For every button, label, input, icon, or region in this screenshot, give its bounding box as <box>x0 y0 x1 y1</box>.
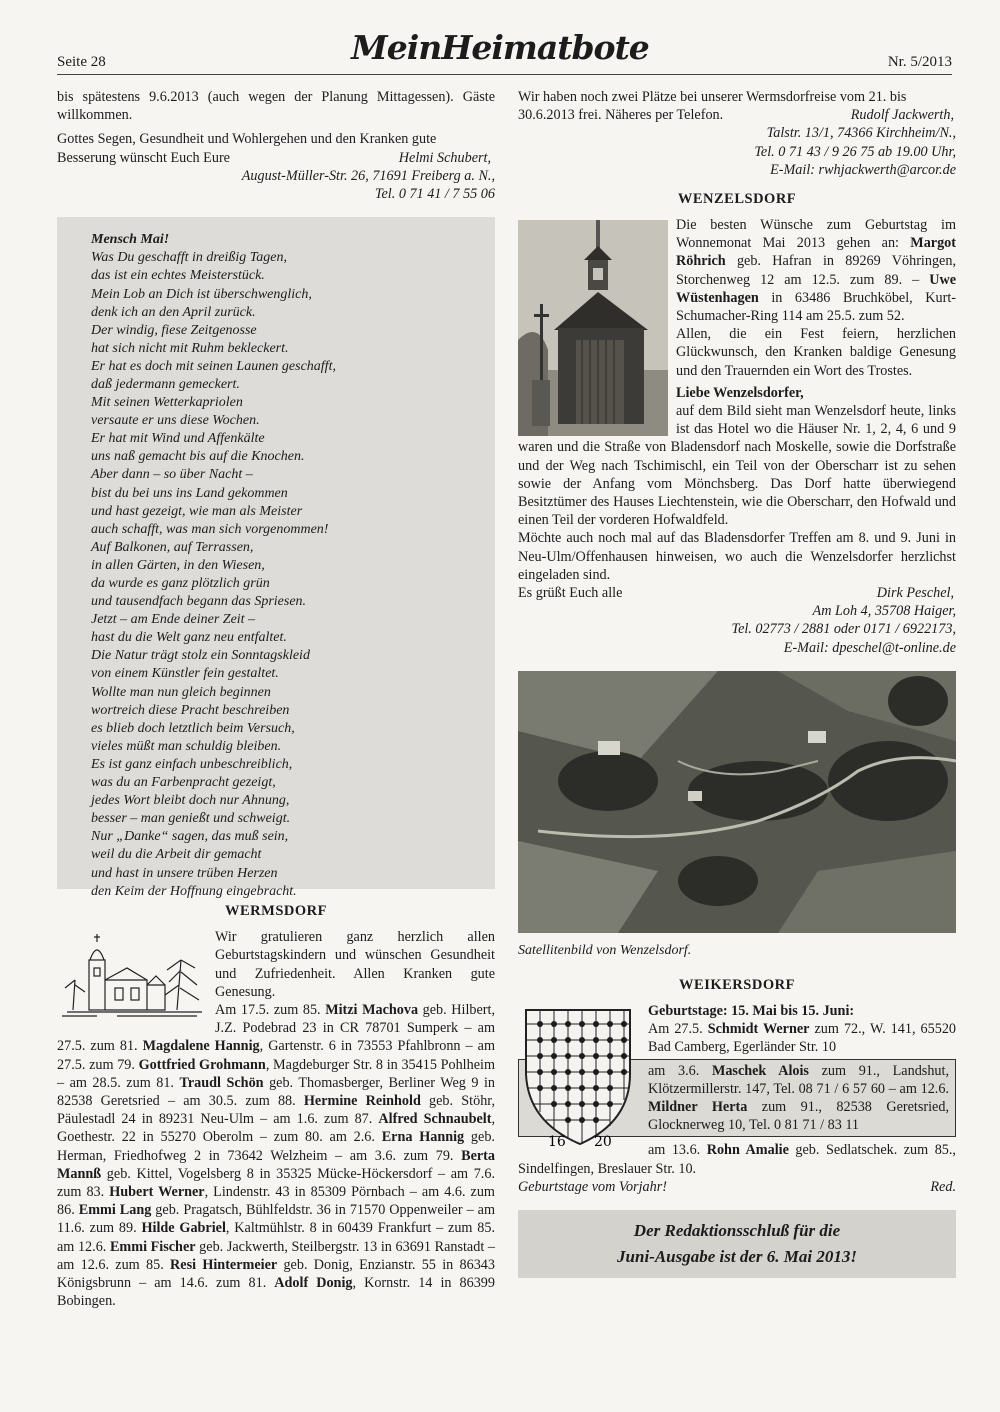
text-run: , Kaltmühlstr. 8 in 60439 Frankfurt – zum 85. am 12.6. <box>57 1220 496 1255</box>
trip-signature-name: Rudolf Jackwerth, <box>850 107 954 124</box>
poem-line: und hast gezeigt, wie man als Meister <box>91 503 303 519</box>
trip-phone: Tel. 0 71 43 / 9 26 75 ab 19.00 Uhr, <box>754 143 956 160</box>
poem-line: daß jedermann gemeckert. <box>91 376 240 392</box>
poem-line: Was Du geschafft in dreißig Tagen, <box>91 250 288 266</box>
person-name: Uwe Wüstenhagen <box>676 271 956 306</box>
text-run: Am 17.5. zum 85. <box>215 1002 326 1019</box>
text-run: geb. Herman, Friedhofweg 2 in 73642 Welzheim – am 3.6. zum 79. <box>57 1129 495 1164</box>
text-run: Am 27.5. <box>648 1021 708 1038</box>
person-name: Gottfried Grohmann <box>138 1056 266 1073</box>
deadline-line-2: Juni-Ausgabe ist der 6. Mai 2013! <box>617 1246 857 1266</box>
poem-line: versaute er uns diese Wochen. <box>91 413 260 429</box>
poem-line: auch schafft, was man sich vorgenommen! <box>91 521 329 537</box>
text-run: geb. Donig, Enzianstr. 55 in 86343 Königsbrunn – am 14.6. zum 81. <box>57 1256 495 1292</box>
text-run: geb. Hafran in 89269 Vöhringen, Storchenweg 12 am 12.5. zum 89. – <box>676 253 956 288</box>
person-name: Hermine Reinhold <box>303 1093 421 1110</box>
poem-line: Aber dann – so über Nacht – <box>91 467 253 483</box>
trip-signature-line <box>518 106 956 124</box>
satellite-caption: Satellitenbild von Wenzelsdorf. <box>518 942 692 958</box>
poem-line: Er hat mit Wind und Affenkälte <box>91 431 265 447</box>
issue-number: Nr. 5/2013 <box>887 54 952 70</box>
text-run: Die besten Wünsche zum Geburtstag im Wonnemonat Mai 2013 gehen an: <box>676 217 956 252</box>
person-name: Mildner Herta <box>648 1098 748 1115</box>
wenzelsdorf-wishes: Allen, die ein Fest feiern, herzlichen Glückwunsch, den Kranken baldige Genesung und den Trauernden ein Wort des Trostes. <box>676 326 956 379</box>
text-run: geb. Jackwerth, Steilbergstr. 13 in 63691 Ranstadt – am 12.6. zum 85. <box>57 1238 495 1273</box>
poem-line: Es ist ganz einfach unbeschreiblich, <box>91 756 293 772</box>
signature-address: August-Müller-Str. 26, 71691 Freiberg a. N., <box>241 167 495 184</box>
church-drawing-image <box>57 930 207 1020</box>
weikersdorf-note-line <box>518 1178 956 1196</box>
text-run: geb. Kittel, Vogelsberg 8 in 35325 Mücke-Höckersdorf – am 7.6. zum 83. <box>57 1165 495 1201</box>
text-run: geb. Pragatsch, Bühlfeldstr. 36 in 71570 Oppenweiler – am 11.6. zum 89. <box>57 1202 495 1237</box>
deadline-line-1: Der Redaktionsschluß für die <box>633 1220 841 1240</box>
right-column <box>518 88 956 1278</box>
trip-email: E-Mail: rwhjackwerth@arcor.de <box>770 161 956 178</box>
section-title-wermsdorf: WERMSDORF <box>225 903 327 920</box>
wermsdorf-intro: Wir gratulieren ganz herzlich allen Geburtstagskindern und wünschen Gesundheit und Zufriedenheit. Allen Kranken gute Genesung. <box>215 929 495 1000</box>
text-run: , Magdeburger Str. 8 in 35415 Pohlheim – am 28.5. zum 81. <box>57 1056 495 1091</box>
person-name: Schmidt Werner <box>707 1021 810 1038</box>
header-rule <box>57 74 952 75</box>
person-name: Mitzi Machova <box>325 1002 419 1019</box>
poem-line: und tausendfach begann das Spriesen. <box>91 594 307 610</box>
person-name: Erna Hannig <box>381 1129 465 1146</box>
text-run: geb. Hilbert, J.Z. Podebrad 23 in CR 78701 Sumperk – am 27.5. zum 81. <box>57 1002 495 1055</box>
poem-line: wortreich diese Pracht beschreiben <box>91 702 290 718</box>
person-name: Emmi Lang <box>78 1202 152 1219</box>
masthead: MeinHeimatbote <box>351 28 649 67</box>
deadline-box <box>518 1210 956 1278</box>
blessing-text-end: Besserung wünscht Euch Eure <box>57 149 230 166</box>
section-title-weikersdorf: WEIKERSDORF <box>679 976 795 993</box>
poem-line: Nur „Danke“ sagen, das muß sein, <box>91 829 289 845</box>
chapel-photo-image <box>518 220 668 436</box>
poem-line: Auf Balkonen, auf Terrassen, <box>91 539 254 555</box>
person-name: Resi Hintermeier <box>170 1256 278 1273</box>
poem-title: Mensch Mai! <box>91 232 170 248</box>
wenzelsdorf-meeting: Möchte auch noch mal auf das Bladensdorfer Treffen am 8. und 9. Juni in Neu-Ulm/Offenhausen hinweisen, wo auch die Wenzelsdorfer herzlichst eingeladen sind. <box>518 530 956 583</box>
wenzelsdorf-address: Am Loh 4, 35708 Haiger, <box>812 603 956 620</box>
wenzelsdorf-phone: Tel. 02773 / 2881 oder 0171 / 6922173, <box>731 621 956 638</box>
person-name: Magdalene Hannig <box>142 1038 260 1055</box>
section-title-wenzelsdorf: WENZELSDORF <box>677 191 797 208</box>
poem-box <box>57 217 495 899</box>
person-name: Traudl Schön <box>179 1074 264 1091</box>
blessing-signature-line <box>57 149 495 167</box>
person-name: Rohn Amalie <box>706 1142 789 1159</box>
poem-line: bist du bei uns ins Land gekommen <box>91 485 288 501</box>
wenzelsdorf-greeting: Liebe Wenzelsdorfer, <box>676 384 804 401</box>
person-name: Margot Röhrich <box>676 235 956 270</box>
weikersdorf-note: Geburtstage vom Vorjahr! <box>518 1178 667 1195</box>
poem-line: hat sich nicht mit Ruhm bekleckert. <box>91 340 289 356</box>
poem-line: das ist ein echtes Meisterstück. <box>91 268 265 284</box>
person-name: Alfred Schnaubelt <box>378 1111 492 1128</box>
poem-line: den Keim der Hoffnung eingebracht. <box>91 883 297 899</box>
crest-year-right: 20 <box>594 1133 612 1150</box>
poem-line: und hast in unsere trüben Herzen <box>91 865 278 881</box>
page-number: Seite 28 <box>57 54 106 70</box>
poem-line: hast du die Welt ganz neu entfaltet. <box>91 630 287 646</box>
poem-line: in allen Gärten, in den Wiesen, <box>91 557 265 573</box>
text-run: am 3.6. <box>648 1062 712 1079</box>
poem-lines <box>91 249 485 900</box>
text-run: geb. Thomasberger, Berliner Weg 9 in 82538 Geretsried – am 30.5. zum 88. <box>57 1074 495 1110</box>
wenzelsdorf-email: E-Mail: dpeschel@t-online.de <box>783 639 956 656</box>
person-name: Maschek Alois <box>711 1062 809 1079</box>
text-run: zum 91., Landshut, Klötzermillerstr. 147, Tel. 08 71 / 6 57 60 – am 12.6. <box>648 1062 949 1097</box>
poem-line: was du an Farbenpracht gezeigt, <box>91 775 276 791</box>
person-name: Emmi Fischer <box>109 1238 196 1255</box>
left-column <box>57 88 495 1310</box>
wermsdorf-birthdays <box>57 1001 495 1310</box>
poem-line: da wurde es ganz plötzlich grün <box>91 576 270 591</box>
weikersdorf-heading: Geburtstage: 15. Mai bis 15. Juni: <box>648 1002 855 1019</box>
text-run: , Goethestr. 22 in 55270 Oberolm – zum 80. am 2.6. <box>57 1111 495 1146</box>
wenzelsdorf-description: auf dem Bild sieht man Wenzelsdorf heute, links ist das Hotel wo die Häuser Nr. 1, 2, 4, 6 und 9 waren und die Straße von Bladensdorf nach Moskelle, sowie die Dorfstraße und der Weg nach Tschimischl, ein Teil von der Oberscharr ist zu sehen sowie der Anfang vom Mönchsberg. Das Dorf hatte überwiegend Besitztümer des Hauses Liechtenstein, wie die Oberscharr, den Hofwald und einen Teil der vorderen Hofwaldfeld. <box>518 403 956 529</box>
poem-line: jedes Wort bleibt doch nur Ahnung, <box>91 793 290 809</box>
text-run: geb. Sedlatschek. zum 85., Sindelfingen, Breslauer Str. 10. <box>518 1142 956 1177</box>
poem-line: Der windig, fiese Zeitgenosse <box>91 322 257 338</box>
satellite-image <box>518 671 956 933</box>
signature-name: Helmi Schubert, <box>398 149 491 166</box>
person-name: Berta Mannß <box>57 1147 495 1182</box>
poem-line: besser – man genießt und schweigt. <box>91 811 291 827</box>
trip-paragraph: Wir haben noch zwei Plätze bei unserer Wermsdorfreise vom 21. bis <box>518 89 907 105</box>
poem-line: Die Natur trägt stolz ein Sonntagskleid <box>91 648 310 664</box>
poem-line: Mit seinen Wetterkapriolen <box>91 395 243 411</box>
poem-line: denk ich an den April zurück. <box>91 304 256 320</box>
poem-line: uns naß gemacht bis auf die Knochen. <box>91 449 305 465</box>
text-run: geb. Stöhr, Päulestadl 24 in 89231 Neu-Ulm – am 1.6. zum 87. <box>57 1093 495 1128</box>
poem-line: Wollte man nun gleich beginnen <box>91 684 271 700</box>
poem-line: es blieb doch letztlich beim Versuch, <box>91 720 295 736</box>
wenzelsdorf-signature-line <box>518 584 956 602</box>
text-run: , Lindenstr. 43 in 85309 Pörnbach – am 4.6. zum 86. <box>57 1184 495 1219</box>
left-intro-paragraph: bis spätestens 9.6.2013 (auch wegen der Planung Mittagessen). Gäste willkommen. <box>57 89 495 124</box>
poem-line: vieles müßt man schuldig bleiben. <box>91 738 282 754</box>
blessing-paragraph: Gottes Segen, Gesundheit und Wohlergehen und den Kranken gute <box>57 131 437 148</box>
text-run: zum 72., W. 141, 65520 Bad Camberg, Egerländer Str. 10 <box>648 1021 957 1056</box>
person-name: Adolf Donig <box>274 1275 353 1292</box>
crest-year-left: 16 <box>548 1133 566 1150</box>
signature-phone: Tel. 0 71 41 / 7 55 06 <box>374 186 495 203</box>
text-run: am 13.6. <box>648 1142 707 1159</box>
poem-line: Jetzt – am Ende deiner Zeit – <box>91 612 256 628</box>
poem-line: weil du die Arbeit dir gemacht <box>91 847 262 863</box>
poem-line: Mein Lob an Dich ist überschwenglich, <box>91 286 312 302</box>
trip-text-end: 30.6.2013 frei. Näheres per Telefon. <box>518 107 724 124</box>
person-name: Hubert Werner <box>109 1184 205 1201</box>
text-run: zum 91., 82538 Geretsried, Glocknerweg 10, Tel. 0 81 71 / 83 11 <box>648 1098 949 1134</box>
weikersdorf-signature: Red. <box>930 1178 956 1195</box>
poem-line: von einem Künstler fein gestaltet. <box>91 666 279 682</box>
person-name: Hilde Gabriel <box>141 1220 226 1237</box>
poem-line: Er hat es doch mit seinen Launen geschafft, <box>91 358 336 374</box>
text-run: in 63486 Bruchköbel, Kurt-Schumacher-Ring 114 am 25.5. zum 52. <box>676 289 956 325</box>
text-run: , Gartenstr. 6 in 73553 Pfahlbronn – am 27.5. zum 79. <box>57 1038 495 1073</box>
coat-of-arms-image <box>518 1004 638 1152</box>
trip-address: Talstr. 13/1, 74366 Kirchheim/N., <box>766 125 956 142</box>
text-run: , Kornstr. 14 in 86399 Bobingen. <box>57 1275 495 1310</box>
wenzelsdorf-signature-name: Dirk Peschel, <box>876 585 954 602</box>
wenzelsdorf-closing: Es grüßt Euch alle <box>518 585 623 602</box>
